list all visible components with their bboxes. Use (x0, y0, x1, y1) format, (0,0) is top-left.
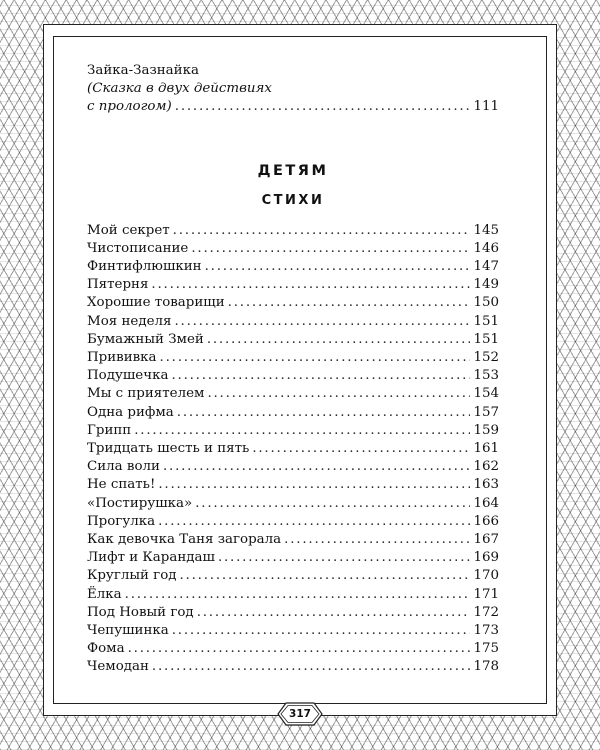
toc-entry-page: 172 (473, 604, 499, 620)
toc-entry (87, 531, 499, 549)
leader-dots (180, 567, 471, 585)
toc-entry-title: Пятерня (87, 277, 149, 293)
leader-dots (207, 385, 470, 403)
leader-dots (175, 98, 471, 116)
toc-entry-title: Прогулка (87, 513, 156, 529)
leader-dots (128, 640, 471, 658)
toc-entry (87, 422, 499, 440)
leader-dots (173, 222, 471, 240)
toc-entry (87, 640, 499, 658)
toc-entry (87, 658, 499, 676)
top-entry-row (87, 98, 499, 116)
leader-dots (195, 495, 470, 513)
page-number-badge (276, 700, 324, 728)
toc-entry (87, 367, 499, 385)
toc-content (87, 62, 499, 677)
leader-dots (152, 658, 471, 676)
leader-dots (197, 604, 471, 622)
toc-entry-page: 175 (473, 641, 499, 657)
toc-entry-title: Не спать! (87, 477, 156, 493)
toc-entry-title: Моя неделя (87, 313, 172, 329)
toc-entry-title: Чемодан (87, 659, 149, 675)
toc-entry (87, 513, 499, 531)
toc-entry-title: «Постирушка» (87, 495, 193, 511)
toc-entry-page: 170 (473, 568, 499, 584)
toc-entry-page: 173 (473, 623, 499, 639)
toc-entry-page: 178 (473, 659, 499, 675)
toc-entry-page: 171 (473, 586, 499, 602)
toc-entry (87, 349, 499, 367)
toc-entry-page: 151 (473, 313, 499, 329)
toc-entry-title: Одна рифма (87, 404, 174, 420)
top-entry-subtitle: (Сказка в двух действиях (87, 81, 272, 97)
toc-entry (87, 567, 499, 585)
toc-entry-page: 162 (473, 459, 499, 475)
toc-entry-page: 153 (473, 368, 499, 384)
toc-entry (87, 549, 499, 567)
toc-entry-page: 152 (473, 350, 499, 366)
toc-entry-title: Сила воли (87, 459, 160, 475)
top-entry-page: 111 (473, 99, 499, 115)
section-heading: ДЕТЯМ (257, 162, 329, 179)
toc-entry-title: Финтифлюшкин (87, 259, 202, 275)
toc-entry-title: Мы с приятелем (87, 386, 205, 402)
toc-entry (87, 586, 499, 604)
toc-entry-title: Фома (87, 641, 125, 657)
leader-dots (163, 458, 470, 476)
toc-entry-title: Чепушинка (87, 623, 169, 639)
toc-entry (87, 276, 499, 294)
toc-entry-page: 167 (473, 532, 499, 548)
toc-entry-page: 163 (473, 477, 499, 493)
toc-entry-title: Под Новый год (87, 604, 194, 620)
toc-entry (87, 495, 499, 513)
toc-entry-page: 159 (473, 422, 499, 438)
toc-entry-page: 169 (473, 550, 499, 566)
toc-entry-title: Бумажный Змей (87, 331, 204, 347)
toc-entry-page: 150 (473, 295, 499, 311)
toc-entry (87, 258, 499, 276)
leader-dots (205, 258, 471, 276)
leader-dots (134, 422, 470, 440)
toc-entry (87, 440, 499, 458)
page-number: 317 (289, 708, 311, 720)
toc-entry-title: Хорошие товарищи (87, 295, 225, 311)
leader-dots (177, 404, 471, 422)
toc-entry (87, 458, 499, 476)
toc-entry-page: 166 (473, 513, 499, 529)
leader-dots (158, 513, 470, 531)
toc-entry-title: Чистописание (87, 240, 189, 256)
top-entry-subtitle-end: с прологом) (87, 99, 172, 115)
toc-entry-title: Подушечка (87, 368, 169, 384)
toc-entry-page: 154 (473, 386, 499, 402)
top-entry-title: Зайка-Зазнайка (87, 63, 199, 78)
toc-entry (87, 313, 499, 331)
toc-entry-title: Тридцать шесть и пять (87, 441, 250, 457)
toc-entry-page: 146 (473, 240, 499, 256)
toc-entry (87, 222, 499, 240)
toc-entry-page: 147 (473, 259, 499, 275)
toc-entry (87, 331, 499, 349)
toc-entry-title: Лифт и Карандаш (87, 550, 215, 566)
leader-dots (228, 294, 471, 312)
leader-dots (252, 440, 470, 458)
leader-dots (207, 331, 471, 349)
toc-entry-page: 145 (473, 222, 499, 238)
toc-entry (87, 476, 499, 494)
toc-entry-page: 157 (473, 404, 499, 420)
section-subheading: СТИХИ (261, 192, 325, 208)
toc-entry-page: 149 (473, 277, 499, 293)
leader-dots (158, 476, 470, 494)
toc-entry (87, 604, 499, 622)
toc-entry-title: Как девочка Таня загорала (87, 532, 282, 548)
toc-entry (87, 294, 499, 312)
toc-entry-title: Прививка (87, 350, 157, 366)
leader-dots (284, 531, 470, 549)
toc-entry (87, 385, 499, 403)
toc-entry-page: 161 (473, 441, 499, 457)
leader-dots (125, 586, 471, 604)
toc-list (87, 222, 499, 677)
leader-dots (191, 240, 470, 258)
toc-entry (87, 404, 499, 422)
toc-entry-title: Мой секрет (87, 222, 170, 238)
leader-dots (218, 549, 471, 567)
leader-dots (151, 276, 470, 294)
toc-entry-title: Круглый год (87, 568, 177, 584)
toc-entry-title: Грипп (87, 422, 132, 438)
leader-dots (172, 622, 471, 640)
toc-entry (87, 240, 499, 258)
toc-entry-page: 151 (473, 331, 499, 347)
leader-dots (171, 367, 470, 385)
leader-dots (174, 313, 470, 331)
toc-entry-title: Ёлка (87, 586, 122, 602)
toc-entry (87, 622, 499, 640)
leader-dots (160, 349, 471, 367)
toc-entry-page: 164 (473, 495, 499, 511)
